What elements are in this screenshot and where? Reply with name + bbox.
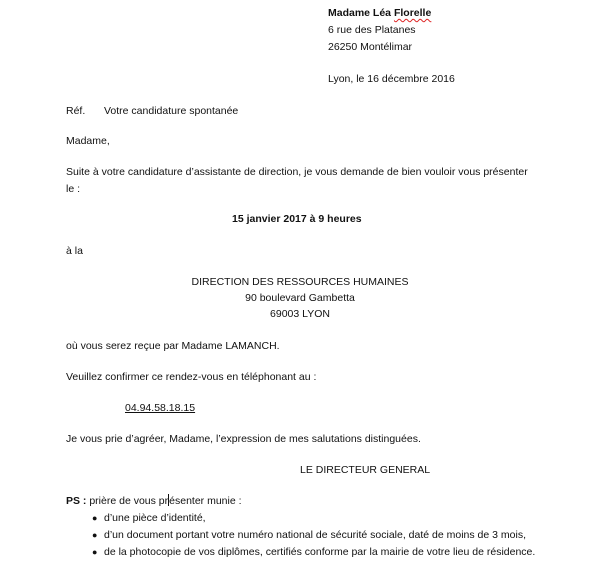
bullet-icon: ● [92, 547, 98, 557]
bullet-icon: ● [92, 530, 98, 540]
sender-name-prefix: Madame Léa [328, 7, 394, 19]
closing-formula: Je vous prie d’agréer, Madame, l’expression de mes salutations distinguées. [66, 433, 421, 445]
ps-line[interactable] [66, 494, 242, 508]
address-line-2: 90 boulevard Gambetta [245, 292, 355, 304]
confirm-text: Veuillez confirmer ce rendez-vous en téléphonant au : [66, 371, 317, 383]
sender-name [328, 6, 431, 20]
address-line-1: DIRECTION DES RESSOURCES HUMAINES [191, 276, 409, 288]
bullet-icon: ● [92, 513, 98, 523]
intro-line-2: le : [66, 183, 81, 195]
at-the: à la [66, 245, 83, 257]
sender-city: 26250 Montélimar [328, 41, 413, 53]
ps-item-1: d’une pièce d’identité, [104, 512, 206, 524]
signature: LE DIRECTEUR GENERAL [300, 464, 431, 476]
reference-text: Votre candidature spontanée [104, 105, 239, 117]
place-date: Lyon, le 16 décembre 2016 [328, 73, 455, 85]
ps-item-2: d’un document portant votre numéro national de sécurité sociale, daté de moins de 3 mois, [104, 529, 526, 541]
intro-line-1: Suite à votre candidature d’assistante de direction, je vous demande de bien vouloir vous présenter [66, 166, 528, 178]
salutation: Madame, [66, 135, 110, 147]
received-by: où vous serez reçue par Madame LAMANCH. [66, 340, 280, 352]
address-line-3: 69003 LYON [270, 308, 330, 320]
ps-text-before-cursor: prière de vous pr [86, 495, 169, 507]
ps-item-3: de la photocopie de vos diplômes, certifiés conforme par la mairie de votre lieu de résidence. [104, 546, 536, 558]
appointment-date: 15 janvier 2017 à 9 heures [232, 213, 362, 225]
phone-number: 04.94.58.18.15 [125, 402, 196, 414]
ps-label: PS : [66, 495, 87, 507]
ps-text-after-cursor: ésenter munie : [169, 495, 242, 507]
sender-street: 6 rue des Platanes [328, 24, 416, 36]
reference-label: Réf. [66, 105, 86, 117]
sender-surname: Florelle [393, 7, 432, 19]
